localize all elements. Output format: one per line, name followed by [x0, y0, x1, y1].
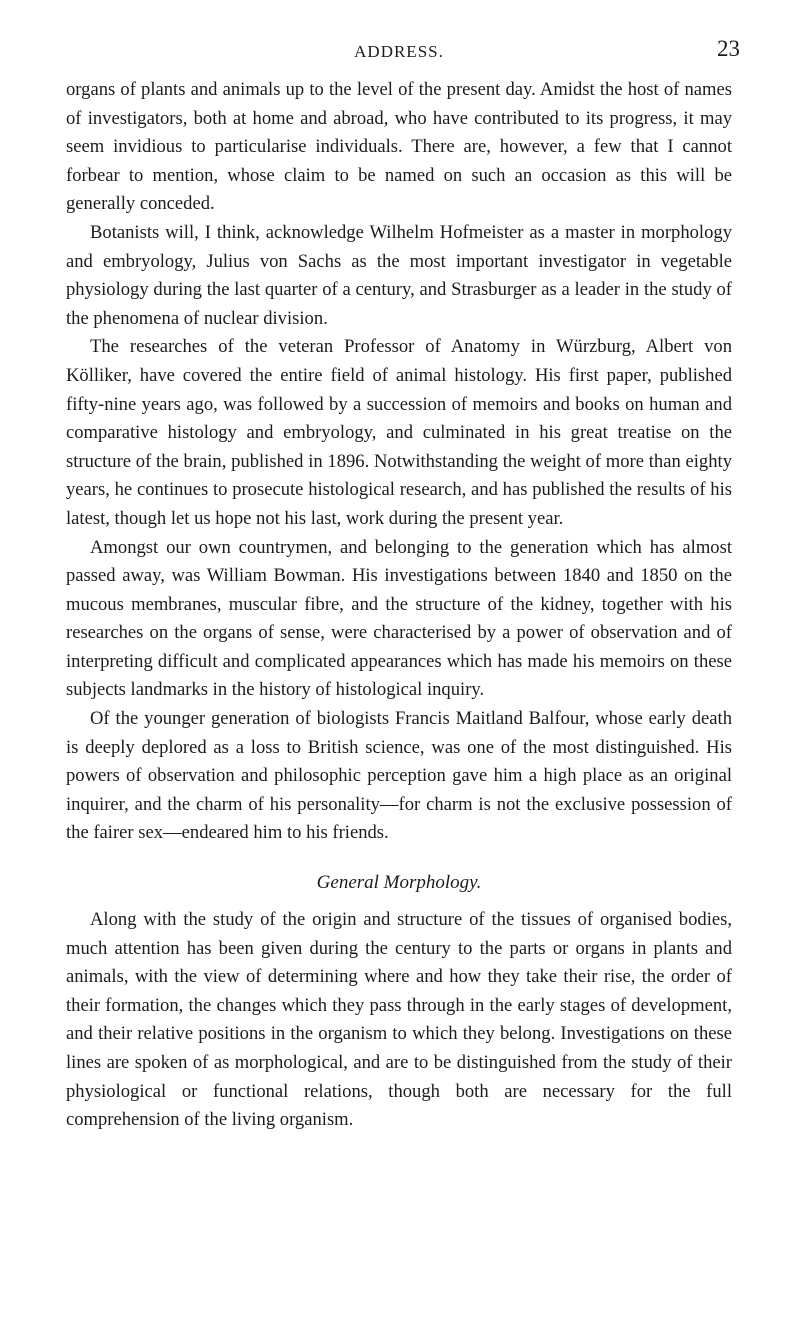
page-number: 23: [717, 36, 740, 61]
paragraph: Botanists will, I think, acknowledge Wilhelm Hofmeister as a master in morphology and embryology, Julius von Sachs as the most important investigator in vegetable physiology during the last quarter of a century, and Strasburger as a leader in the study of the phenomena of nuclear division.: [66, 221, 732, 329]
running-title: ADDRESS.: [354, 42, 444, 61]
paragraph: The researches of the veteran Professor of Anatomy in Würzburg, Albert von Kölliker, have covered the entire field of animal histology. His first paper, published fifty-nine years ago, was followed by a succession of memoirs and books on human and comparative histology and embryology, and culminated in his great treatise on the structure of the brain, published in 1896. Notwithstanding the weight of more than eighty years, he continues to prosecute histological research, and has published the results of his latest, though let us hope not his last, work during the present year.: [66, 336, 732, 529]
paragraph: organs of plants and animals up to the level of the present day. Amidst the host of names of investigators, both at home and abroad, who have contributed to its progress, it may seem invidious to particularise individuals. There are, however, a few that I cannot forbear to mention, whose claim to be named on such an occasion as this will be generally conceded.: [66, 79, 732, 215]
section-heading: General Morphology.: [316, 872, 482, 894]
body-text: [66, 76, 732, 1135]
book-page: [66, 36, 740, 1135]
paragraph: Along with the study of the origin and structure of the tissues of organised bodies, much attention has been given during the century to the parts or organs in plants and animals, with the view of determining where and how they take their rise, the order of their formation, the changes which they pass through in the early stages of development, and their relative positions in the organism to which they belong. Investigations on these lines are spoken of as morphological, and are to be distinguished from the study of their physiological or functional relations, though both are necessary for the full comprehension of the living organism.: [66, 909, 732, 1131]
running-header: [66, 36, 740, 66]
paragraph: Of the younger generation of biologists Francis Maitland Balfour, whose early death is deeply deplored as a loss to British science, was one of the most distinguished. His powers of observation and philosophic perception gave him a high place as an original inquirer, and the charm of his personality—for charm is not the exclusive possession of the fairer sex—endeared him to his friends.: [66, 708, 732, 844]
paragraph: Amongst our own countrymen, and belonging to the generation which has almost passed away, was William Bowman. His investigations between 1840 and 1850 on the mucous membranes, muscular fibre, and the structure of the kidney, together with his researches on the organs of sense, were characterised by a power of observation and of interpreting difficult and complicated appearances which has made his memoirs on these subjects landmarks in the history of histological inquiry.: [66, 536, 732, 701]
